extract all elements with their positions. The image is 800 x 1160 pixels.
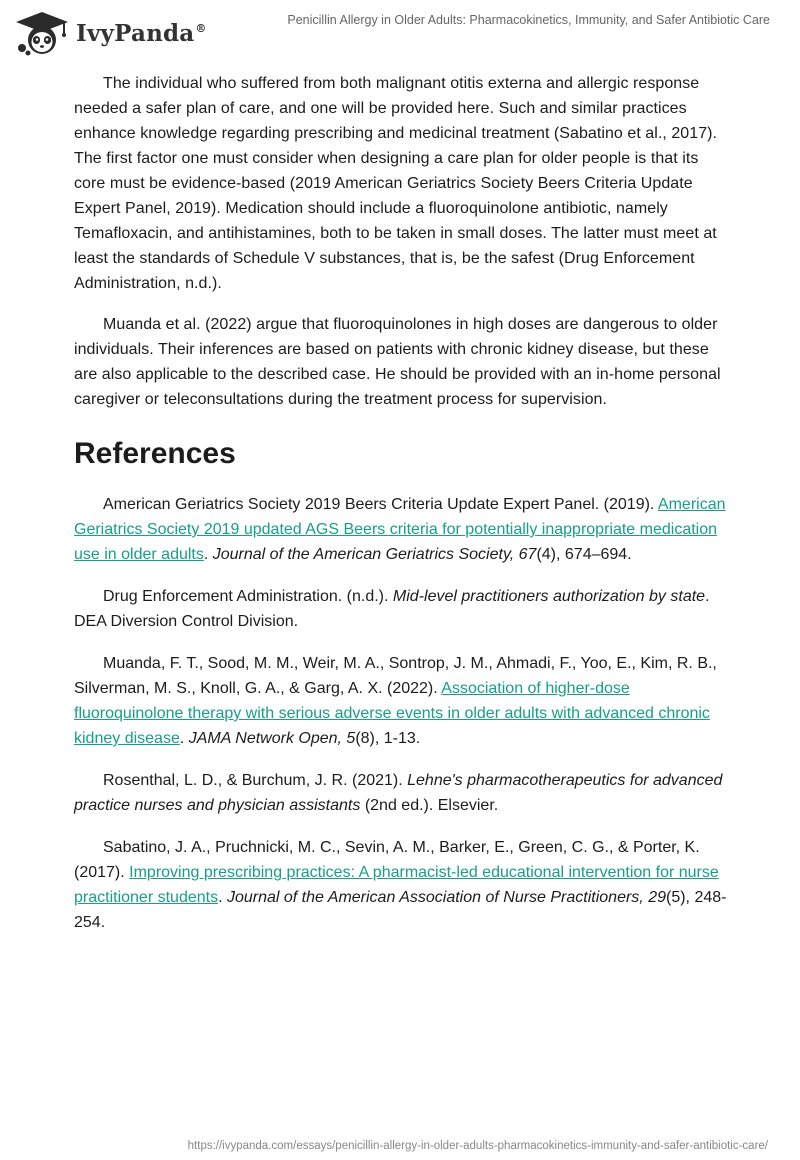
- reference-item: American Geriatrics Society 2019 Beers Criteria Update Expert Panel. (2019). American Geriatrics Society 2019 updated AGS Beers criteria for potentially inappropriate medication use in older adults. Journal of the American Geriatrics Society, 67(4), 674–694.: [74, 496, 726, 563]
- reference-link[interactable]: American Geriatrics Society 2019 updated AGS Beers criteria for potentially inappropriate medication use in older adults: [74, 496, 726, 563]
- ivypanda-logo[interactable]: [14, 10, 207, 56]
- reference-link[interactable]: Association of higher-dose fluoroquinolone therapy with serious adverse events in older adults with advanced chronic kidney disease: [74, 680, 710, 747]
- reference-authors: Drug Enforcement Administration. (n.d.).: [103, 588, 393, 605]
- reference-link[interactable]: Improving prescribing practices: A pharmacist-led educational intervention for nurse practitioner students: [74, 864, 719, 906]
- registered-mark: ®: [195, 21, 207, 35]
- reference-item: Rosenthal, L. D., & Burchum, J. R. (2021). Lehne's pharmacotherapeutics for advanced practice nurses and physician assistants (2nd ed.). Elsevier.: [74, 772, 723, 814]
- reference-source: Journal of the American Geriatrics Society, 67: [212, 546, 537, 563]
- reference-item: Muanda, F. T., Sood, M. M., Weir, M. A., Sontrop, J. M., Ahmadi, F., Yoo, E., Kim, R. B., Silverman, M. S., Knoll, G. A., & Garg, A. X. (2022). Association of higher-dose fluoroquinolone therapy with serious adverse events in older adults with advanced chronic kidney disease. JAMA Network Open, 5(8), 1-13.: [74, 655, 717, 747]
- reference-source: Mid-level practitioners authorization by state: [392, 588, 706, 605]
- reference-item: Drug Enforcement Administration. (n.d.). Mid-level practitioners authorization by state. DEA Diversion Control Division.: [74, 588, 710, 630]
- reference-authors: Sabatino, J. A., Pruchnicki, M. C., Sevin, A. M., Barker, E., Green, C. G., & Porter, K. (2017).: [74, 839, 700, 881]
- reference-authors: Muanda, F. T., Sood, M. M., Weir, M. A., Sontrop, J. M., Ahmadi, F., Yoo, E., Kim, R. B., Silverman, M. S., Knoll, G. A., & Garg, A. X. (2022).: [74, 655, 717, 697]
- reference-authors: American Geriatrics Society 2019 Beers Criteria Update Expert Panel. (2019).: [103, 496, 658, 513]
- reference-source: Lehne's pharmacotherapeutics for advanced practice nurses and physician assistants: [74, 772, 723, 814]
- reference-authors: Rosenthal, L. D., & Burchum, J. R. (2021).: [103, 772, 408, 789]
- brand-name: IvyPanda®: [76, 19, 207, 47]
- references-heading: References: [74, 437, 236, 470]
- source-url[interactable]: https://ivypanda.com/essays/penicillin-allergy-in-older-adults-pharmacokinetics-immunity-and-safer-antibiotic-care/: [187, 1140, 768, 1152]
- body-paragraph: Muanda et al. (2022) argue that fluoroquinolones in high doses are dangerous to older individuals. Their inferences are based on patients with chronic kidney disease, but these are also applicable to the described case. He should be provided with an in-home personal caregiver or teleconsultations during the treatment process for supervision.: [74, 316, 721, 408]
- reference-source: JAMA Network Open, 5: [188, 730, 356, 747]
- reference-source: Journal of the American Association of Nurse Practitioners, 29: [226, 889, 666, 906]
- reference-item: Sabatino, J. A., Pruchnicki, M. C., Sevin, A. M., Barker, E., Green, C. G., & Porter, K. (2017). Improving prescribing practices: A pharmacist-led educational intervention for nurse practitioner students. Journal of the American Association of Nurse Practitioners, 29(5), 248-254.: [74, 839, 727, 931]
- panda-graduation-cap-icon: [14, 10, 70, 56]
- essay-content: [74, 71, 730, 952]
- document-title: Penicillin Allergy in Older Adults: Pharmacokinetics, Immunity, and Safer Antibiotic Care: [287, 13, 770, 27]
- body-paragraph: The individual who suffered from both malignant otitis externa and allergic response needed a safer plan of care, and one will be provided here. Such and similar practices enhance knowledge regarding prescribing and medicinal treatment (Sabatino et al., 2017). The first factor one must consider when designing a care plan for older people is that its core must be evidence-based (2019 American Geriatrics Society Beers Criteria Update Expert Panel, 2019). Medication should include a fluoroquinolone antibiotic, namely Temafloxacin, and antihistamines, both to be taken in small doses. The latter must meet at least the standards of Schedule V substances, that is, be the safest (Drug Enforcement Administration, n.d.).: [74, 75, 718, 292]
